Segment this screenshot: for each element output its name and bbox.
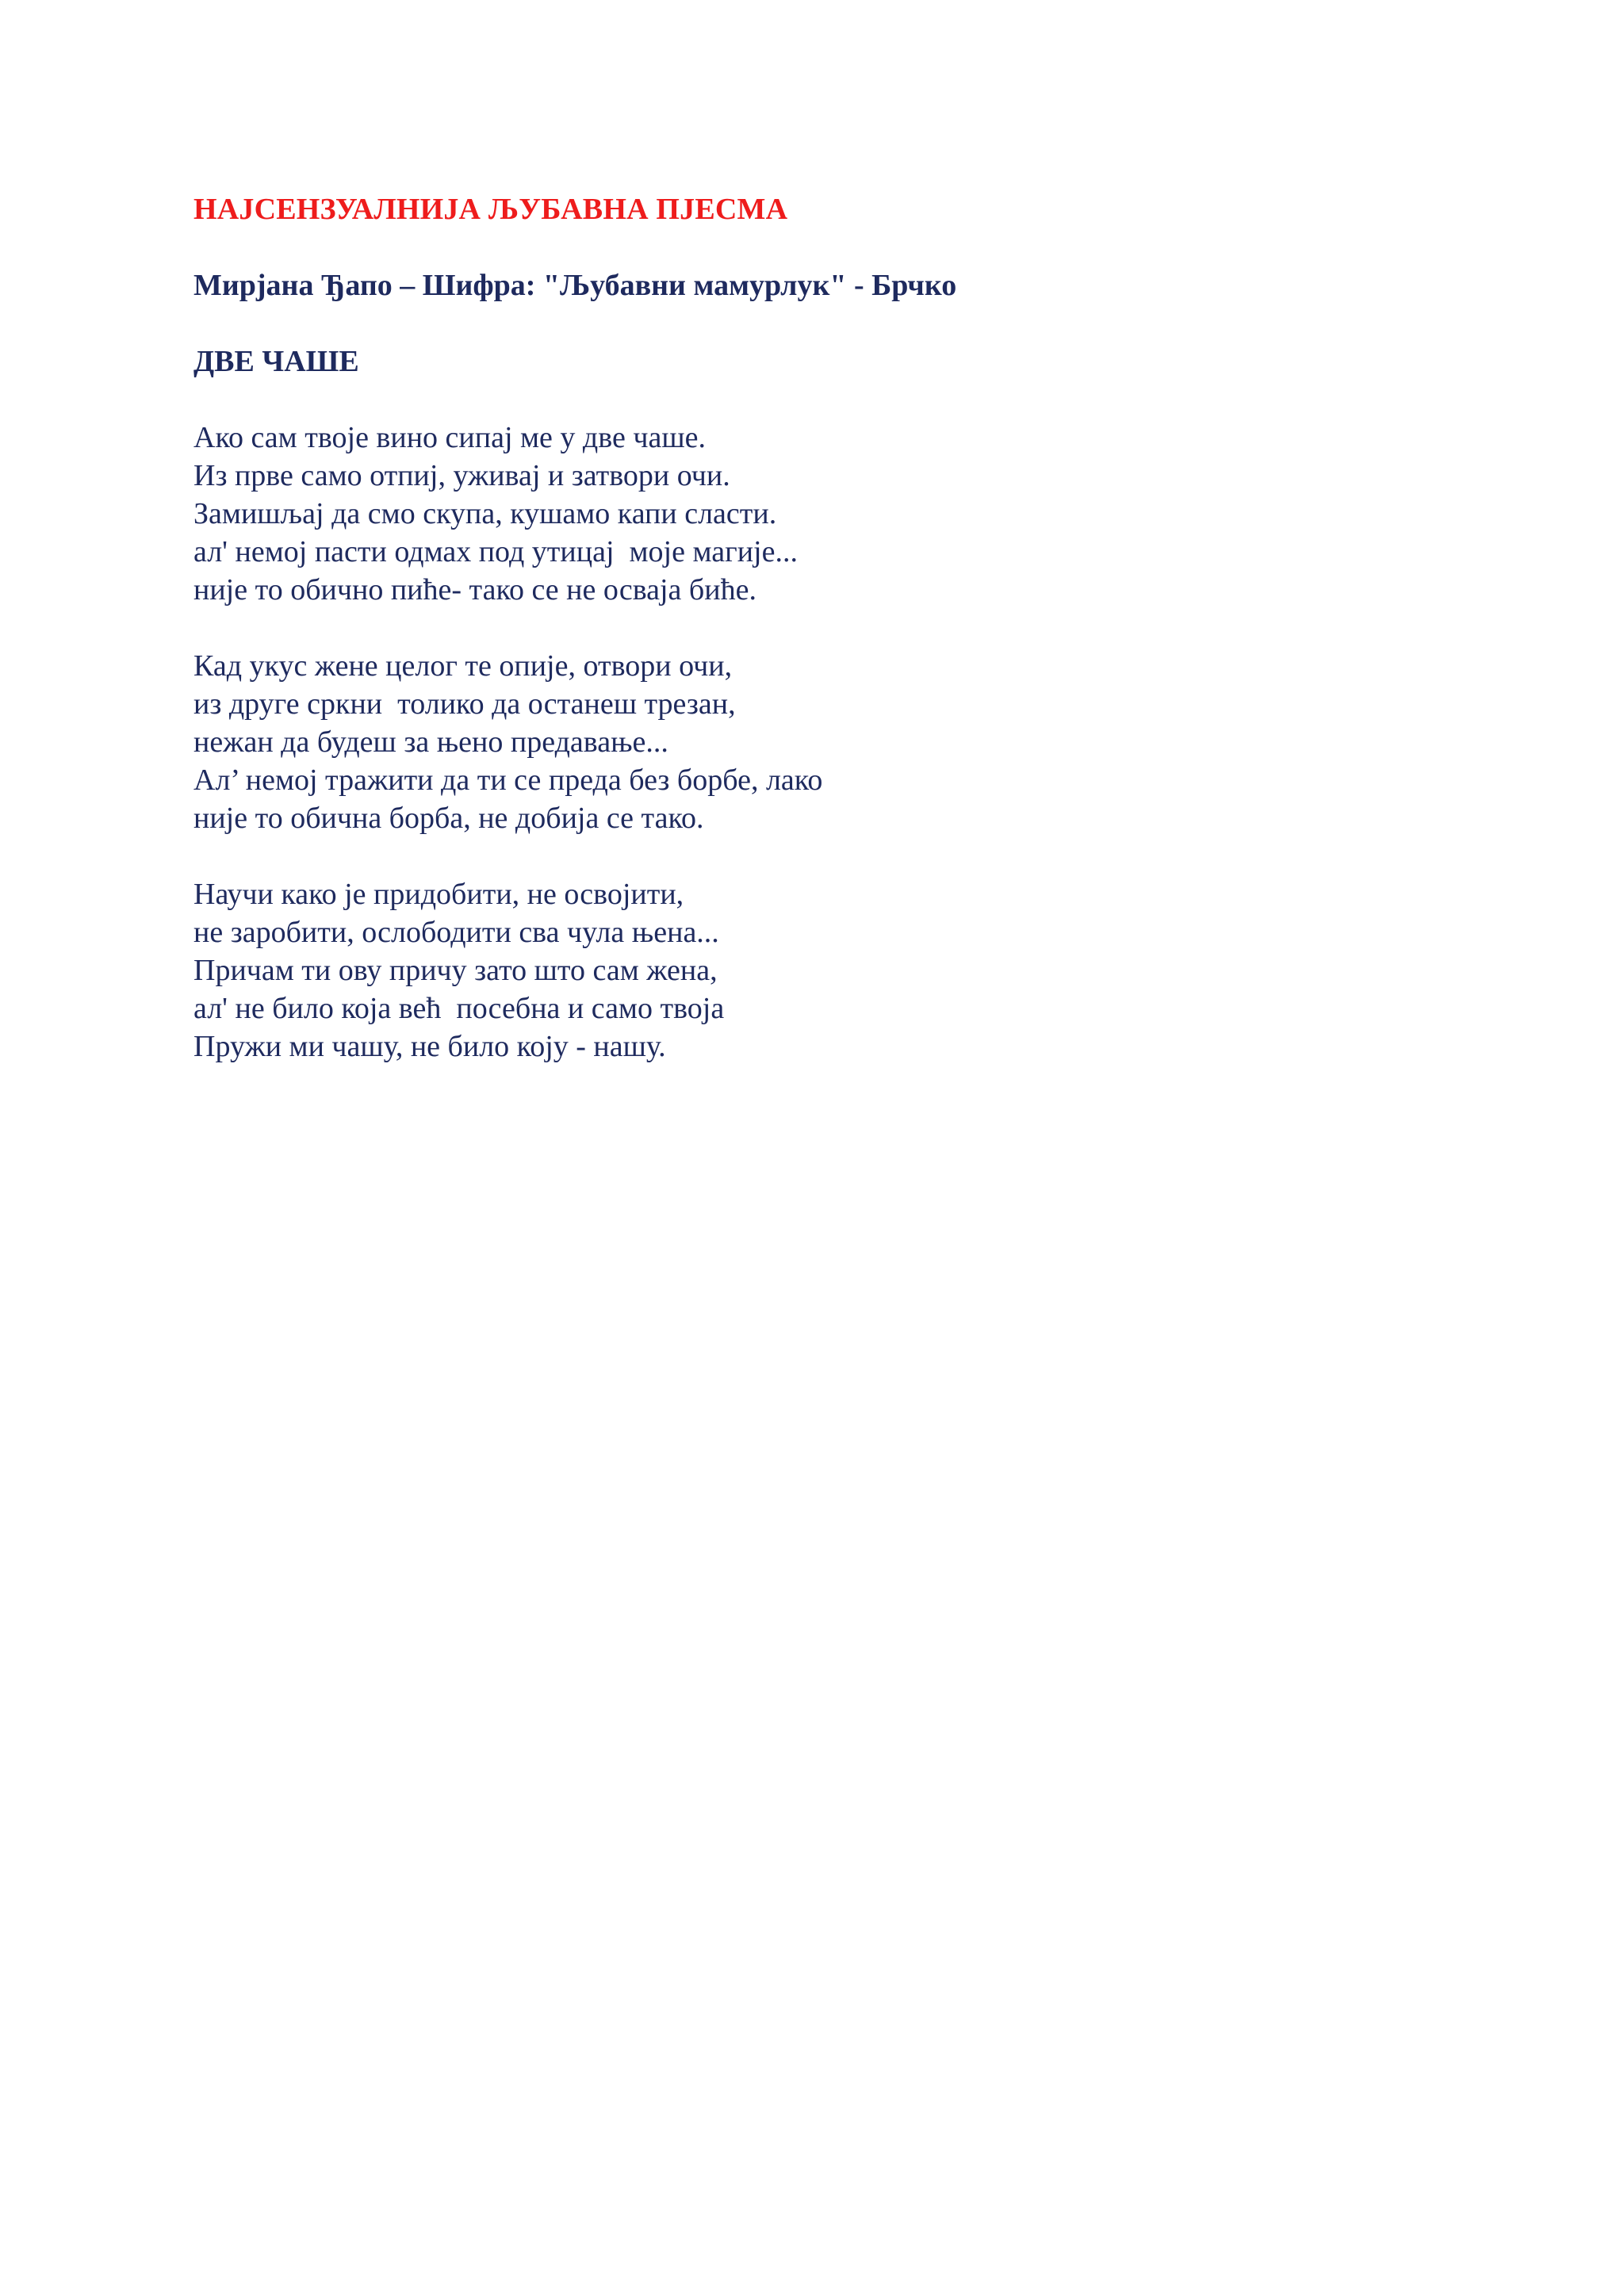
poem-line: Причам ти ову причу зато што сам жена, [193,954,718,987]
stanza-1 [193,419,1542,609]
stanza-3 [193,875,1542,1066]
poem-line: Научи како је придобити, не освојити, [193,878,684,911]
author-line: Мирјана Ђапо – Шифра: "Љубавни мамурлук" - Брчко [193,269,957,302]
poem-line: Замишљај да смо скупа, кушамо капи сласти. [193,497,777,530]
poem-line: Ако сам твоје вино сипај ме у две чаше. [193,421,706,454]
poem-line: није то обична борба, не добија се тако. [193,802,704,835]
poem-line: Ал’ немој тражити да ти се преда без борбе, лако [193,763,823,797]
poem-line: не заробити, ослободити сва чула њена... [193,916,719,949]
stanza-2 [193,647,1542,837]
poem-title: ДВЕ ЧАШЕ [193,345,359,378]
poem-line: из друге сркни толико да останеш трезан, [193,687,736,721]
document-content [193,190,1542,1066]
poem-line: ал' немој пасти одмах под утицај моје магије... [193,535,798,568]
poem-line: Пружи ми чашу, не било коју - нашу. [193,1030,666,1063]
poem-line: нежан да будеш за њено предавање... [193,725,668,759]
poem-line: Из прве само отпиј, уживај и затвори очи. [193,459,730,492]
poem-line: није то обично пиће- тако се не осваја биће. [193,573,756,607]
category-heading: НАЈСЕНЗУАЛНИЈА ЉУБАВНА ПЈЕСМА [193,193,788,226]
poem-line: ал' не било која већ посебна и само твоја [193,992,725,1025]
poem-line: Кад укус жене целог те опије, отвори очи, [193,649,733,683]
